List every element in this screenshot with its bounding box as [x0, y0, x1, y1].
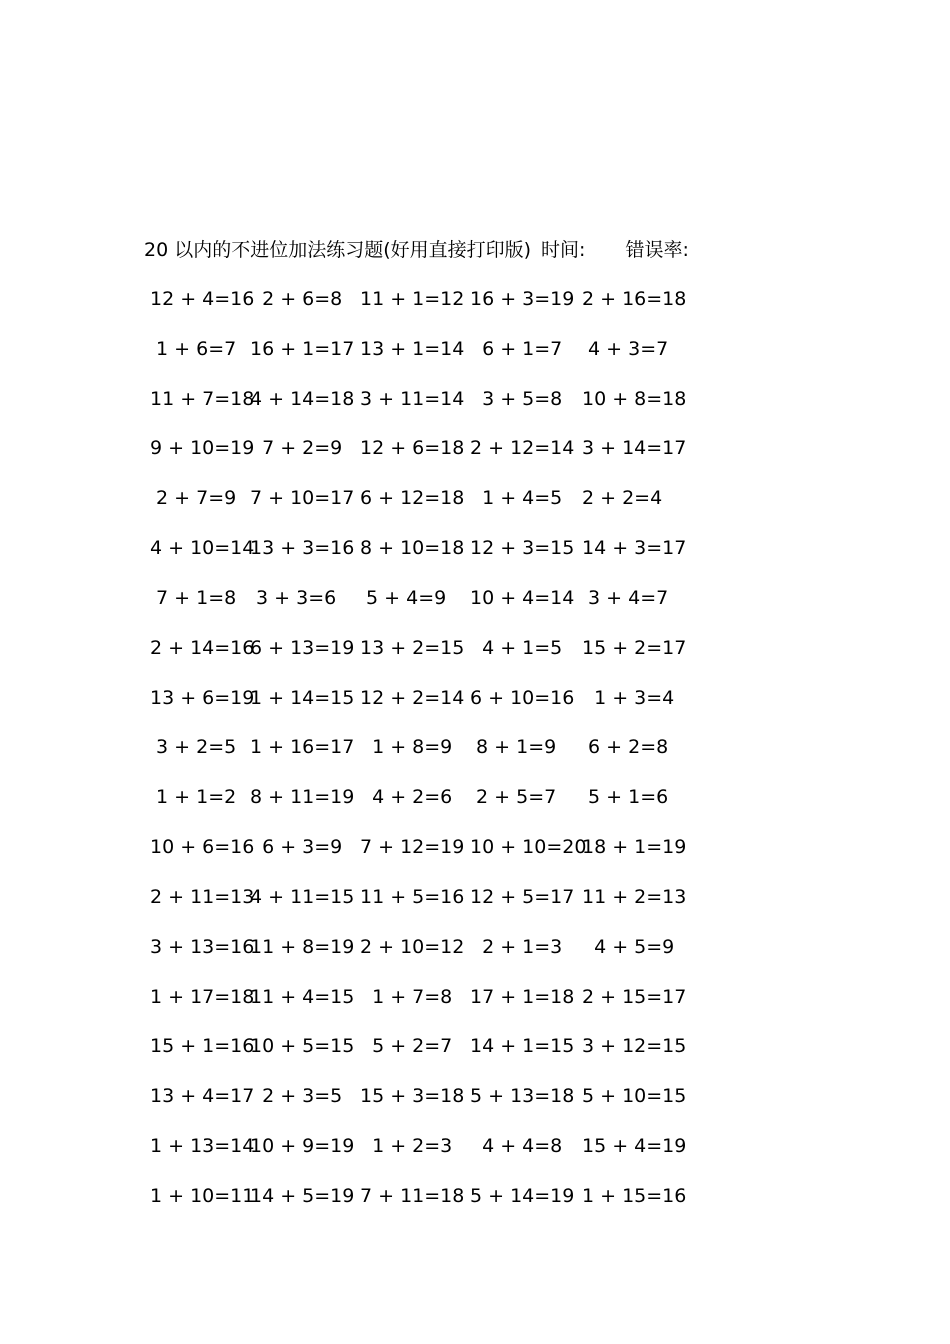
problem-item: 2 + 1=3: [470, 935, 563, 958]
problem-item: 1 + 6=7: [150, 337, 237, 360]
problem-item: 5 + 2=7: [360, 1035, 453, 1058]
problem-item: 3 + 2=5: [150, 736, 237, 759]
problem-item: 7 + 2=9: [250, 437, 343, 460]
problem-item: 14 + 3=17: [582, 537, 687, 560]
problem-item: 12 + 3=15: [470, 537, 575, 560]
worksheet-title: 20 以内的不进位加法练习题(好用直接打印版): [144, 239, 532, 261]
problem-item: 2 + 14=16: [150, 636, 255, 659]
problem-item: 3 + 4=7: [582, 586, 669, 609]
problem-item: 2 + 15=17: [582, 985, 687, 1008]
problem-item: 13 + 2=15: [360, 636, 465, 659]
problem-item: 11 + 4=15: [250, 985, 355, 1008]
problem-item: 11 + 7=18: [150, 387, 255, 410]
problem-item: 4 + 14=18: [250, 387, 355, 410]
problem-item: 2 + 2=4: [582, 487, 663, 510]
time-label: 时间:: [541, 239, 586, 261]
problem-item: 7 + 11=18: [360, 1184, 465, 1207]
problem-item: 12 + 2=14: [360, 686, 465, 709]
problem-item: 12 + 6=18: [360, 437, 465, 460]
problem-item: 7 + 10=17: [250, 487, 355, 510]
problem-item: 10 + 6=16: [150, 836, 255, 859]
problem-item: 1 + 3=4: [582, 686, 675, 709]
problem-item: 12 + 4=16: [150, 288, 255, 310]
problem-item: 11 + 1=12: [360, 288, 465, 310]
problem-item: 5 + 1=6: [582, 786, 669, 809]
problem-item: 3 + 12=15: [582, 1035, 687, 1058]
problem-item: 3 + 14=17: [582, 437, 687, 460]
problem-item: 8 + 1=9: [470, 736, 557, 759]
problem-item: 10 + 8=18: [582, 387, 687, 410]
problem-item: 11 + 8=19: [250, 935, 355, 958]
problem-item: 12 + 5=17: [470, 885, 575, 908]
problem-item: 15 + 2=17: [582, 636, 687, 659]
problem-item: 16 + 3=19: [470, 288, 575, 310]
problem-item: 2 + 7=9: [150, 487, 237, 510]
problem-item: 3 + 5=8: [470, 387, 563, 410]
problem-item: 13 + 6=19: [150, 686, 255, 709]
problem-item: 6 + 1=7: [470, 337, 563, 360]
problem-item: 9 + 10=19: [150, 437, 255, 460]
problem-item: 1 + 7=8: [360, 985, 453, 1008]
problem-item: 2 + 11=13: [150, 885, 255, 908]
problem-item: 6 + 10=16: [470, 686, 575, 709]
problem-item: 4 + 2=6: [360, 786, 453, 809]
problem-item: 13 + 1=14: [360, 337, 465, 360]
problem-item: 1 + 2=3: [360, 1135, 453, 1158]
error-rate-label: 错误率:: [625, 239, 689, 261]
problem-item: 2 + 6=8: [250, 288, 343, 310]
problem-item: 3 + 13=16: [150, 935, 255, 958]
problem-item: 2 + 12=14: [470, 437, 575, 460]
problem-item: 14 + 1=15: [470, 1035, 575, 1058]
problem-item: 13 + 3=16: [250, 537, 355, 560]
problem-item: 1 + 1=2: [150, 786, 237, 809]
problem-item: 3 + 11=14: [360, 387, 465, 410]
problem-item: 5 + 10=15: [582, 1085, 687, 1108]
problem-item: 1 + 13=14: [150, 1135, 255, 1158]
problem-item: 4 + 3=7: [582, 337, 669, 360]
problem-item: 16 + 1=17: [250, 337, 355, 360]
problem-item: 1 + 16=17: [250, 736, 355, 759]
problem-item: 11 + 5=16: [360, 885, 465, 908]
problem-item: 5 + 14=19: [470, 1184, 575, 1207]
problem-item: 14 + 5=19: [250, 1184, 355, 1207]
problem-item: 1 + 8=9: [360, 736, 453, 759]
problem-item: 1 + 15=16: [582, 1184, 687, 1207]
problem-item: 4 + 5=9: [582, 935, 675, 958]
problem-item: 6 + 2=8: [582, 736, 669, 759]
problem-item: 4 + 1=5: [470, 636, 563, 659]
problem-item: 2 + 5=7: [470, 786, 557, 809]
problem-item: 4 + 10=14: [150, 537, 255, 560]
problem-item: 6 + 3=9: [250, 836, 343, 859]
problem-item: 10 + 10=20: [470, 836, 587, 859]
problem-item: 15 + 1=16: [150, 1035, 255, 1058]
problem-item: 15 + 4=19: [582, 1135, 687, 1158]
problem-item: 1 + 14=15: [250, 686, 355, 709]
problem-item: 15 + 3=18: [360, 1085, 465, 1108]
problem-item: 5 + 13=18: [470, 1085, 575, 1108]
problem-item: 2 + 3=5: [250, 1085, 343, 1108]
problem-item: 8 + 11=19: [250, 786, 355, 809]
problem-item: 17 + 1=18: [470, 985, 575, 1008]
problem-item: 10 + 9=19: [250, 1135, 355, 1158]
problem-item: 7 + 12=19: [360, 836, 465, 859]
problem-item: 11 + 2=13: [582, 885, 687, 908]
problem-item: 4 + 11=15: [250, 885, 355, 908]
problem-item: 13 + 4=17: [150, 1085, 255, 1108]
problem-item: 10 + 5=15: [250, 1035, 355, 1058]
problem-item: 1 + 10=11: [150, 1184, 255, 1207]
problem-item: 5 + 4=9: [360, 586, 447, 609]
problem-item: 4 + 4=8: [470, 1135, 563, 1158]
problem-item: 3 + 3=6: [250, 586, 337, 609]
problem-item: 8 + 10=18: [360, 537, 465, 560]
problem-item: 6 + 13=19: [250, 636, 355, 659]
page-title: [144, 236, 689, 264]
problem-item: 2 + 16=18: [582, 288, 687, 310]
problem-item: 6 + 12=18: [360, 487, 465, 510]
problem-item: 1 + 4=5: [470, 487, 563, 510]
problem-item: 10 + 4=14: [470, 586, 575, 609]
problem-item: 2 + 10=12: [360, 935, 465, 958]
problem-item: 1 + 17=18: [150, 985, 255, 1008]
problem-item: 7 + 1=8: [150, 586, 237, 609]
problem-item: 18 + 1=19: [582, 836, 687, 859]
